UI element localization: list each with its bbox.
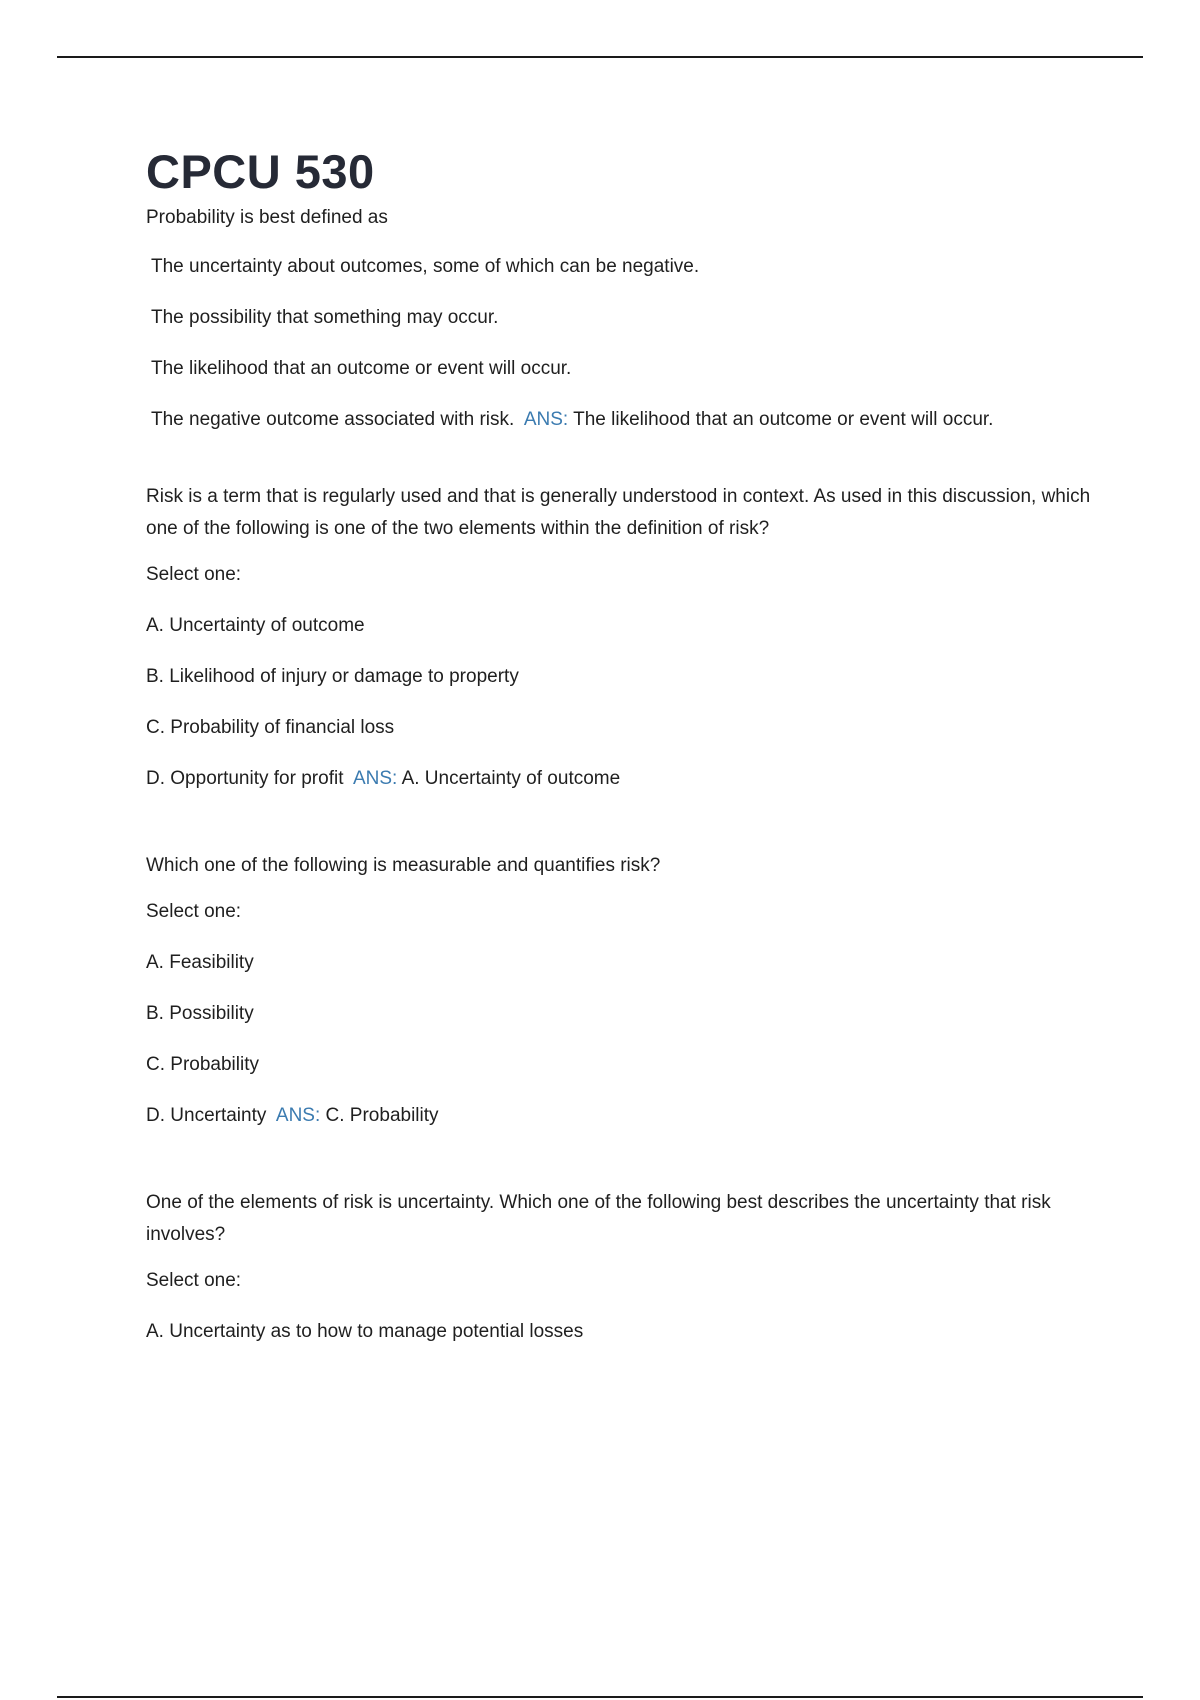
question-2 xyxy=(146,481,1106,792)
question-stem: Which one of the following is measurable and quantifies risk? xyxy=(146,855,661,876)
header-rule xyxy=(57,56,1143,58)
page-title: CPCU 530 xyxy=(146,145,375,198)
question-3 xyxy=(146,850,1106,1129)
ans-label: ANS: xyxy=(523,409,569,430)
answer-option: The negative outcome associated with risk. xyxy=(151,409,515,430)
question-stem: Risk is a term that is regularly used and that is generally understood in context. As used in this discussion, which one of the following is one of the two elements within the definition of risk? xyxy=(146,486,1091,539)
answer-option: The possibility that something may occur. xyxy=(151,307,499,328)
answer-key: C. Probability xyxy=(325,1105,439,1126)
select-one-label: Select one: xyxy=(146,1270,242,1291)
answer-option: A. Uncertainty as to how to manage potential losses xyxy=(146,1321,584,1342)
question-4 xyxy=(146,1187,1106,1345)
answer-option: D. Opportunity for profit xyxy=(146,768,344,789)
answer-option-with-key xyxy=(146,1102,1106,1129)
answer-option: The uncertainty about outcomes, some of which can be negative. xyxy=(151,256,700,277)
question-1 xyxy=(146,204,1106,433)
select-one-label: Select one: xyxy=(146,564,242,585)
ans-label: ANS: xyxy=(275,1105,321,1126)
answer-option: A. Feasibility xyxy=(146,952,254,973)
answer-option: A. Uncertainty of outcome xyxy=(146,615,365,636)
answer-option: C. Probability of financial loss xyxy=(146,717,395,738)
answer-option: B. Possibility xyxy=(146,1003,254,1024)
select-one-label: Select one: xyxy=(146,901,242,922)
answer-option: C. Probability xyxy=(146,1054,259,1075)
answer-option-with-key xyxy=(146,765,1106,792)
answer-option-with-key xyxy=(146,406,1106,433)
answer-option: The likelihood that an outcome or event will occur. xyxy=(151,358,572,379)
question-stem: Probability is best defined as xyxy=(146,207,388,228)
ans-label: ANS: xyxy=(352,768,398,789)
answer-key: The likelihood that an outcome or event will occur. xyxy=(573,409,994,430)
document-body xyxy=(146,142,1106,1369)
answer-key: A. Uncertainty of outcome xyxy=(401,768,621,789)
footer-rule xyxy=(57,1696,1143,1698)
answer-option: B. Likelihood of injury or damage to property xyxy=(146,666,519,687)
answer-option: D. Uncertainty xyxy=(146,1105,267,1126)
question-stem: One of the elements of risk is uncertainty. Which one of the following best describes the uncertainty that risk involves? xyxy=(146,1192,1051,1245)
